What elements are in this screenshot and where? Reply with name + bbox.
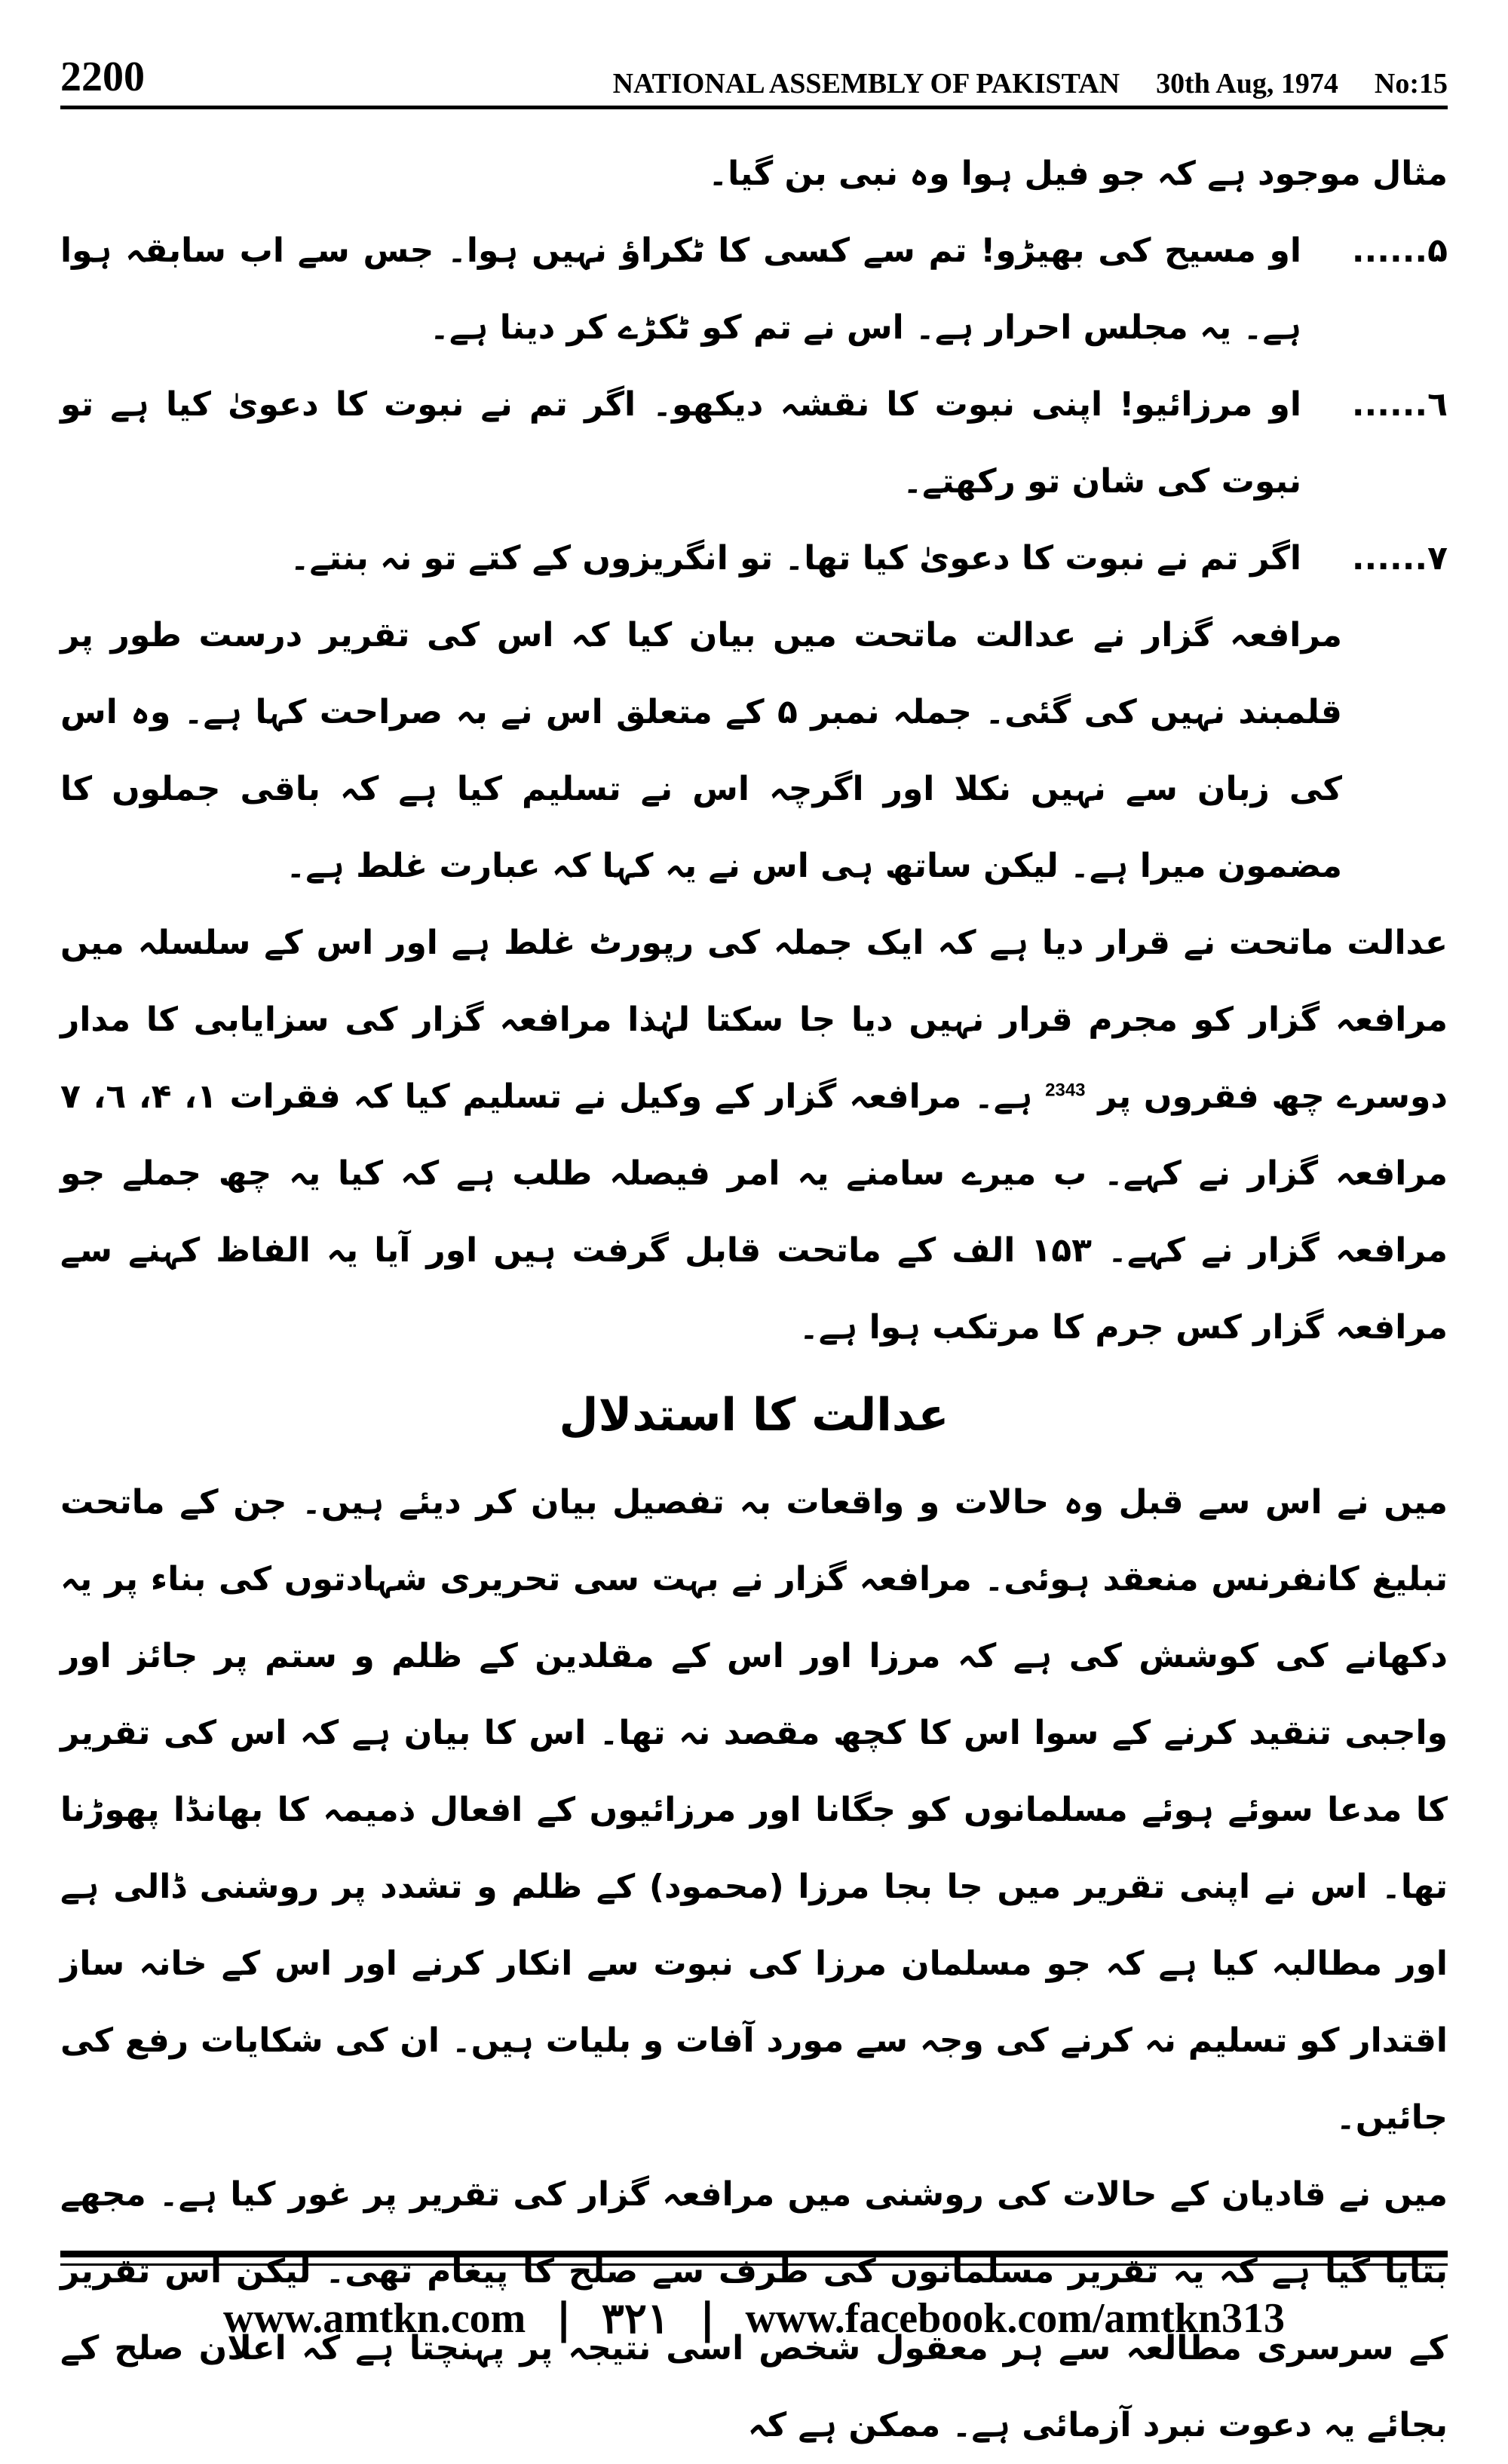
list-item-text: اگر تم نے نبوت کا دعویٰ کیا تھا۔ تو انگریزوں کے کتے تو نہ بنتے۔ [290, 539, 1301, 578]
paragraph-conclusion: میں نے قادیان کے حالات کی روشنی میں مرافعہ گزار کی تقریر پر غور کیا ہے۔ مجھے بتایا گیا ہے کہ یہ تقریر مسلمانوں کی طرف سے صلح کا پیغام تھی۔ لیکن اس تقریر کے سرسری مطالعہ سے ہر معقول شخص اسی نتیجہ پر پہنچتا ہے کہ اعلان صلح کے بجائے یہ دعوت نبرد آزمائی ہے۔ ممکن ہے کہ [60, 2175, 1448, 2444]
publication-title: NATIONAL ASSEMBLY OF PAKISTAN [612, 68, 1120, 100]
list-item-text: او مرزائیو! اپنی نبوت کا نقشہ دیکھو۔ اگر تم نے نبوت کا دعویٰ کیا ہے تو نبوت کی شان تو رکھتے۔ [60, 385, 1301, 501]
footnote-marker: 2343 [1045, 1080, 1086, 1101]
footer-page-number: ۳۲۱ [601, 2295, 670, 2343]
issue-number: No:15 [1374, 68, 1448, 100]
footer-separator: | [556, 2294, 572, 2343]
header-info [613, 69, 1448, 98]
page-number: 2200 [60, 54, 145, 100]
footer-divider-thin [60, 2263, 1448, 2266]
footer-divider-thick [60, 2251, 1448, 2257]
publication-date: 30th Aug, 1974 [1156, 68, 1338, 100]
list-item-number: ۷...... [1351, 539, 1448, 578]
list-item-number: ۵...... [1351, 231, 1448, 270]
header-divider [60, 106, 1448, 109]
list-item-7 [60, 520, 1448, 597]
list-item-text: او مسیح کی بھیڑو! تم سے کسی کا ٹکراؤ نہیں ہوا۔ جس سے اب سابقہ ہوا ہے۔ یہ مجلس احرار ہے۔ اس نے تم کو ٹکڑے کر دینا ہے۔ [60, 231, 1301, 347]
list-item-5 [60, 213, 1448, 366]
court-finding-text-a: عدالت ماتحت نے قرار دیا ہے کہ ایک جملہ کی رپورٹ غلط ہے اور اس کے سلسلہ میں مرافعہ گزار کو مجرم قرار نہیں دیا جا سکتا لہٰذا مرافعہ گزار کی سزایابی کا مدار دوسرے چھ فقروں پر [60, 924, 1448, 1116]
page-header [60, 30, 1448, 98]
facebook-link[interactable]: www.facebook.com/amtkn313 [745, 2295, 1285, 2342]
paragraph-reasoning: میں نے اس سے قبل وہ حالات و واقعات بہ تفصیل بیان کر دیئے ہیں۔ جن کے ماتحت تبلیغ کانفرنس منعقد ہوئی۔ مرافعہ گزار نے بہت سی تحریری شہادتوں کی بناء پر یہ دکھانے کی کوشش کی ہے کہ مرزا اور اس کے مقلدین کے ظلم و ستم پر جائز اور واجبی تنقید کرنے کے سوا اس کا کچھ مقصد نہ تھا۔ اس کا بیان ہے کہ اس کی تقریر کا مدعا سوئے ہوئے مسلمانوں کو جگانا اور مرزائیوں کے افعال ذمیمہ کا بھانڈا پھوڑنا تھا۔ اس نے اپنی تقریر میں جا بجا مرزا (محمود) کے ظلم و تشدد پر روشنی ڈالی ہے اور مطالبہ کیا ہے کہ جو مسلمان مرزا کی نبوت سے انکار کرنے اور اس کے خانہ ساز اقتدار کو تسلیم نہ کرنے کی وجہ سے مورد آفات و بلیات ہیں۔ ان کی شکایات رفع کی جائیں۔ [60, 1483, 1448, 2137]
footer-separator: | [700, 2294, 716, 2343]
list-item-number: ٦...... [1351, 385, 1448, 424]
section-heading: عدالت کا استدلال [559, 1389, 949, 1442]
paragraph-statement: مرافعہ گزار نے عدالت ماتحت میں بیان کیا کہ اس کی تقریر درست طور پر قلمبند نہیں کی گئی۔ جملہ نمبر ۵ کے متعلق اس نے بہ صراحت کہا ہے۔ وہ اس کی زبان سے نہیں نکلا اور اگرچہ اس نے تسلیم کیا ہے کہ باقی جملوں کا مضمون میرا ہے۔ لیکن ساتھ ہی اس نے یہ کہا کہ عبارت غلط ہے۔ [60, 616, 1343, 885]
website-link[interactable]: www.amtkn.com [223, 2295, 526, 2342]
list-item-6 [60, 366, 1448, 520]
page-footer [60, 2285, 1448, 2352]
paragraph-court-finding [60, 905, 1448, 1366]
court-finding-text-b: ہے۔ مرافعہ گزار کے وکیل نے تسلیم کیا کہ فقرات ۱، ۴، ٦، ۷ مرافعہ گزار نے کہے۔ ب میرے سامنے یہ امر فیصلہ طلب ہے کہ کیا یہ چھ جملے جو مرافعہ گزار نے کہے۔ ۱۵۳ الف کے ماتحت قابل گرفت ہیں اور آیا یہ الفاظ کہنے سے مرافعہ گزار کس جرم کا مرتکب ہوا ہے۔ [60, 1077, 1448, 1347]
paragraph-intro: مثال موجود ہے کہ جو فیل ہوا وہ نبی بن گیا۔ [708, 155, 1448, 193]
